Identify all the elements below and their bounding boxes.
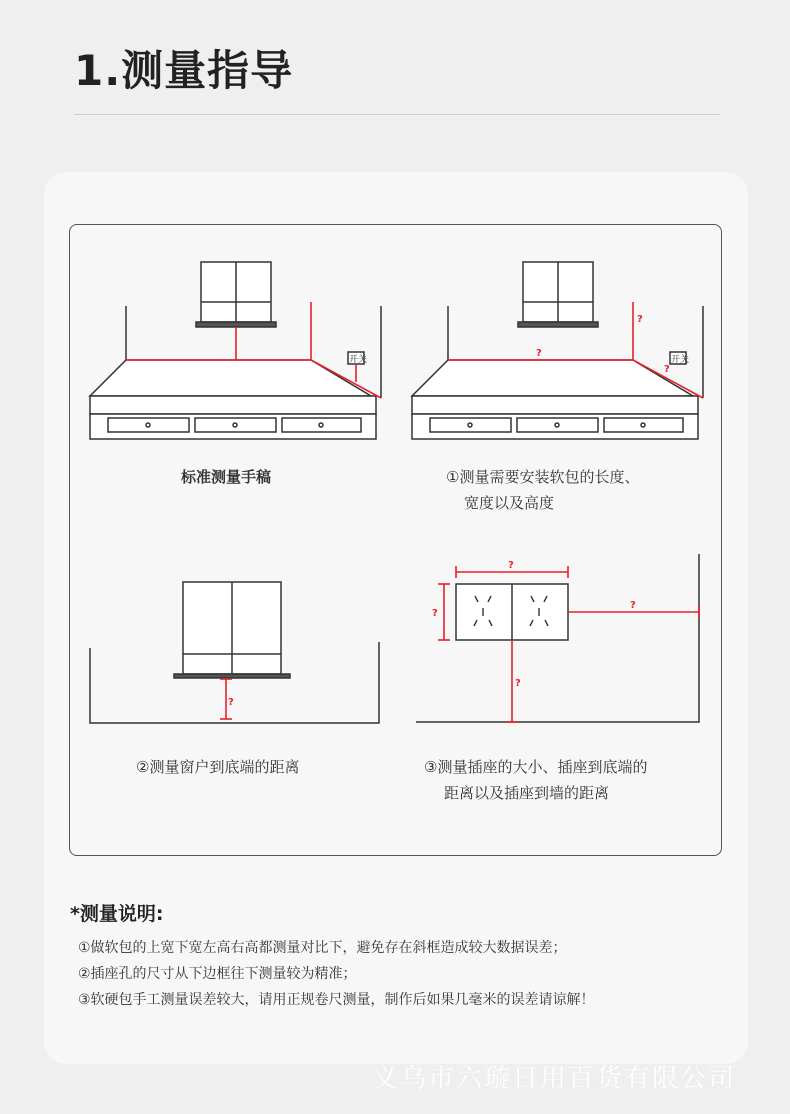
length-question-mark: ? [664, 364, 670, 375]
window-height-question-mark: ? [228, 697, 234, 708]
note-item-2: ②插座孔的尺寸从下边框往下测量较为精准； [78, 966, 357, 982]
figure-standard-sketch [86, 258, 386, 448]
figure-window-distance [86, 578, 386, 728]
note-item-3: ③软硬包手工测量误差较大，请用正规卷尺测量，制作后如果几毫米的误差请谅解！ [78, 992, 595, 1008]
caption-window-distance: ②测量窗户到底端的距离 [136, 758, 300, 776]
floor-distance-question-mark: ? [515, 678, 521, 689]
svg-text:开关: 开关 [671, 355, 690, 365]
company-watermark: 义乌市六璇日用百货有限公司 [372, 1064, 737, 1094]
outlet-tag: 开关 [349, 355, 368, 365]
figure-length-width-height [408, 258, 708, 448]
title-divider [74, 114, 720, 115]
caption-outlet-distance-1: ③测量插座的大小、插座到底端的 [424, 758, 648, 776]
page-title: 1.测量指导 [74, 46, 294, 95]
caption-length-width-height-1: ①测量需要安装软包的长度、 [446, 468, 640, 486]
outlet-width-question-mark: ? [508, 560, 514, 571]
caption-outlet-distance-2: 距离以及插座到墙的距离 [444, 784, 610, 802]
outlet-height-question-mark: ? [432, 608, 438, 619]
note-item-1: ①做软包的上宽下宽左高右高都测量对比下，避免存在斜框造成较大数据误差； [78, 940, 567, 956]
wall-distance-question-mark: ? [630, 600, 636, 611]
height-question-mark: ? [637, 314, 643, 325]
caption-length-width-height-2: 宽度以及高度 [464, 494, 555, 512]
width-question-mark: ? [536, 348, 542, 359]
figure-outlet-distance [412, 552, 708, 730]
notes-title: *测量说明: [70, 903, 164, 925]
caption-standard: 标准测量手稿 [181, 468, 272, 486]
